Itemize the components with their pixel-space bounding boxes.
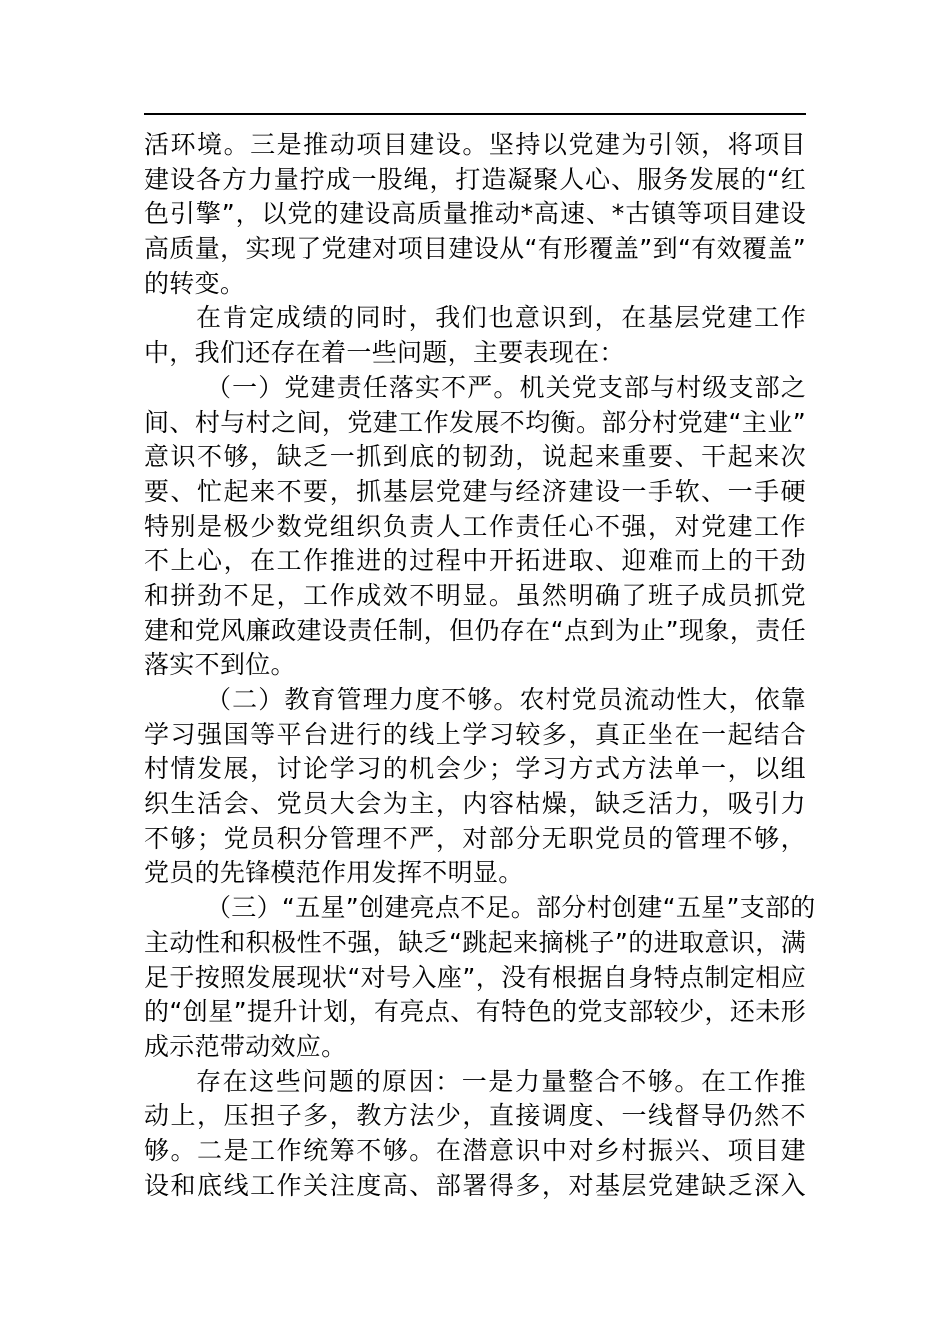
text-line: 村情发展，讨论学习的机会少；学习方式方法单一，以组 (144, 754, 806, 784)
text-line: 学习强国等平台进行的线上学习较多，真正坐在一起结合 (144, 719, 806, 749)
text-line: 间、村与村之间，党建工作发展不均衡。部分村党建“主业” (144, 407, 806, 437)
text-line: 成示范带动效应。 (144, 1031, 347, 1061)
text-line: 和拼劲不足，工作成效不明显。虽然明确了班子成员抓党 (144, 580, 806, 610)
text-line: 的转变。 (144, 268, 246, 298)
text-line: 在肯定成绩的同时，我们也意识到，在基层党建工作 (196, 303, 806, 333)
text-line: （三）“五星”创建亮点不足。部分村创建“五星”支部的 (206, 893, 816, 923)
paragraph (144, 1065, 806, 1204)
document-body (144, 128, 816, 1203)
text-line: 落实不到位。 (144, 650, 296, 680)
paragraph (144, 683, 806, 891)
text-line: 色引擎”，以党的建设高质量推动*高速、*古镇等项目建设 (144, 199, 806, 229)
text-line: 够。二是工作统筹不够。在潜意识中对乡村振兴、项目建 (144, 1135, 806, 1165)
text-line: 建设各方力量拧成一股绳，打造凝聚人心、服务发展的“红 (144, 164, 806, 194)
text-line: 动上，压担子多，教方法少，直接调度、一线督导仍然不 (144, 1101, 806, 1131)
text-line: 不上心，在工作推进的过程中开拓进取、迎难而上的干劲 (144, 546, 806, 576)
text-line: 意识不够，缺乏一抓到底的韧劲，说起来重要、干起来次 (144, 442, 806, 472)
text-line: 高质量，实现了党建对项目建设从“有形覆盖”到“有效覆盖” (144, 234, 806, 264)
paragraph (144, 371, 806, 683)
text-line: （二）教育管理力度不够。农村党员流动性大，依靠 (206, 685, 806, 714)
text-line: 织生活会、党员大会为主，内容枯燥，缺乏活力，吸引力 (144, 789, 806, 819)
text-line: 存在这些问题的原因：一是力量整合不够。在工作推 (196, 1066, 806, 1096)
text-line: 建和党风廉政建设责任制，但仍存在“点到为止”现象，责任 (144, 615, 806, 645)
header-rule (144, 113, 806, 115)
text-line: （一）党建责任落实不严。机关党支部与村级支部之 (206, 372, 806, 402)
text-line: 不够；党员积分管理不严，对部分无职党员的管理不够， (144, 823, 806, 853)
text-line: 足于按照发展现状“对号入座”，没有根据自身特点制定相应 (144, 962, 806, 992)
text-line: 设和底线工作关注度高、部署得多，对基层党建缺乏深入 (144, 1170, 806, 1200)
text-line: 中，我们还存在着一些问题，主要表现在： (144, 338, 625, 368)
text-line: 要、忙起来不要，抓基层党建与经济建设一手软、一手硬 (144, 476, 806, 506)
text-line: 特别是极少数党组织负责人工作责任心不强，对党建工作 (144, 511, 806, 541)
paragraph (144, 891, 816, 1064)
text-line: 活环境。三是推动项目建设。坚持以党建为引领，将项目 (144, 130, 806, 159)
paragraph (144, 301, 806, 370)
text-line: 党员的先锋模范作用发挥不明显。 (144, 858, 524, 888)
text-line: 的“创星”提升计划，有亮点、有特色的党支部较少，还未形 (144, 997, 806, 1027)
text-line: 主动性和积极性不强，缺乏“跳起来摘桃子”的进取意识，满 (144, 927, 806, 957)
paragraph (144, 128, 806, 301)
